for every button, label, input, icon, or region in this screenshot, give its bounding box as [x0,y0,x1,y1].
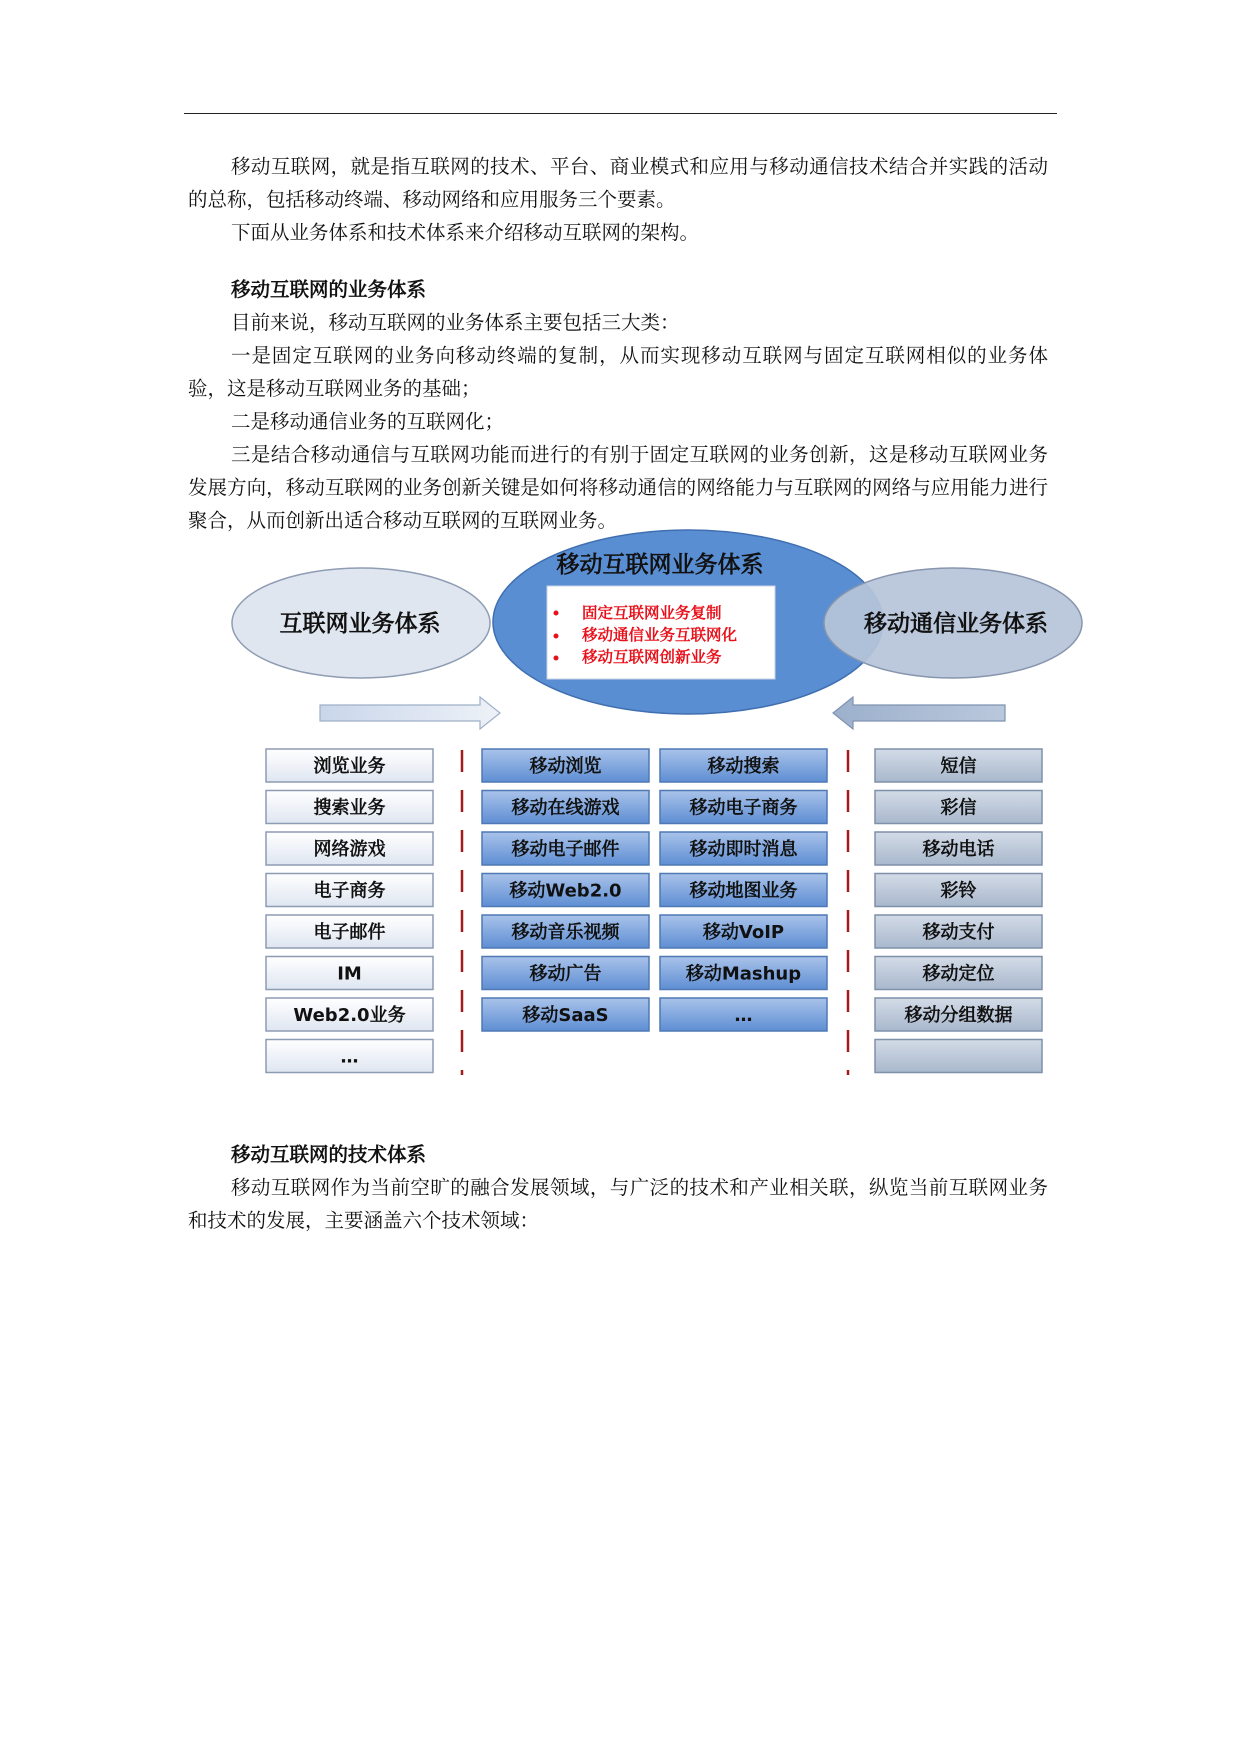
mobile-internet-service-box-label: 移动在线游戏 [511,797,620,819]
internet-service-box-label: 搜索业务 [313,797,386,819]
mobile-internet-service-box-label: 移动地图业务 [689,880,798,902]
left-title: 互联网业务体系 [279,611,441,637]
bullet-icon [554,611,559,616]
center-title: 移动互联网业务体系 [556,552,764,578]
mobile-internet-service-box-label: 移动SaaS [522,1005,609,1026]
business-paragraph-1: 目前来说，移动互联网的业务体系主要包括三大类： [231,311,680,334]
mobile-internet-service-box-label: … [734,1005,753,1026]
internet-service-box-label: 电子邮件 [313,922,386,943]
left-arrow-icon [833,697,1005,729]
tech-heading: 移动互联网的技术体系 [231,1143,427,1166]
mobile-internet-service-box-label: 移动电子邮件 [511,839,620,860]
internet-service-box-label: 电子商务 [313,880,386,902]
business-heading: 移动互联网的业务体系 [231,278,427,301]
telecom-service-box-label: 彩铃 [940,880,977,902]
intro-paragraph-1: 移动互联网，就是指互联网的技术、平台、商业模式和应用与移动通信技术结合并实践的活动的总称，包括移动终端、移动网络和应用服务三个要素。 [188,155,1048,211]
internet-services-column [266,749,433,1073]
bullet-icon [554,656,559,661]
internet-service-box-label: 网络游戏 [313,839,386,860]
header-rule [184,113,1057,114]
business-paragraph-4: 三是结合移动通信与互联网功能而进行的有别于固定互联网的业务创新，这是移动互联网业务发展方向，移动互联网的业务创新关键是如何将移动通信的网络能力与互联网的网络与应用能力进行聚合，从而创新出适合移动互联网的互联网业务。 [188,443,1048,532]
telecom-service-box-label: 移动电话 [922,839,995,860]
mobile-internet-service-box-label: 移动即时消息 [689,839,798,860]
telecom-service-box-label: 彩信 [940,797,977,819]
mobile-internet-services-column-b [660,749,827,1031]
center-item-list [554,603,738,666]
mobile-internet-service-box-label: 移动Mashup [685,963,802,985]
mobile-internet-service-box-label: 移动Web2.0 [509,880,622,902]
internet-service-box-label: … [340,1046,359,1068]
business-paragraph-3: 二是移动通信业务的互联网化； [231,410,505,433]
right-title: 移动通信业务体系 [864,611,1048,637]
mobile-internet-service-box-label: 移动电子商务 [689,797,798,819]
internet-service-box-label: 浏览业务 [313,756,386,777]
internet-service-box-label: Web2.0业务 [293,1005,406,1026]
center-item: 固定互联网业务复制 [582,604,722,622]
center-item: 移动互联网创新业务 [582,648,722,666]
mobile-internet-services-column-a [482,749,649,1031]
internet-service-box-label: IM [337,963,362,985]
business-paragraph-2: 一是固定互联网的业务向移动终端的复制，从而实现移动互联网与固定互联网相似的业务体验，这是移动互联网业务的基础； [188,344,1048,400]
mobile-internet-service-box-label: 移动音乐视频 [511,922,620,943]
center-item: 移动通信业务互联网化 [582,626,738,644]
telecom-service-box-label: 移动定位 [922,963,995,985]
mobile-internet-service-box-label: 移动搜索 [707,756,780,777]
mobile-internet-service-box-label: 移动广告 [529,963,602,985]
bullet-icon [554,634,559,639]
telecom-service-box-label: 移动分组数据 [904,1005,1013,1026]
mobile-internet-service-box-label: 移动浏览 [529,756,602,777]
telecom-service-box [875,1040,1042,1073]
mobile-internet-service-box-label: 移动VoIP [702,922,785,943]
intro-paragraph-2: 下面从业务体系和技术体系来介绍移动互联网的架构。 [231,221,700,244]
telecom-service-box-label: 短信 [940,756,977,777]
telecom-service-box-label: 移动支付 [922,922,995,943]
tech-paragraph-1: 移动互联网作为当前空旷的融合发展领域，与广泛的技术和产业相关联，纵览当前互联网业务和技术的发展，主要涵盖六个技术领域： [188,1176,1048,1232]
right-arrow-icon [320,697,500,729]
mobile-telecom-services-column [875,749,1042,1073]
